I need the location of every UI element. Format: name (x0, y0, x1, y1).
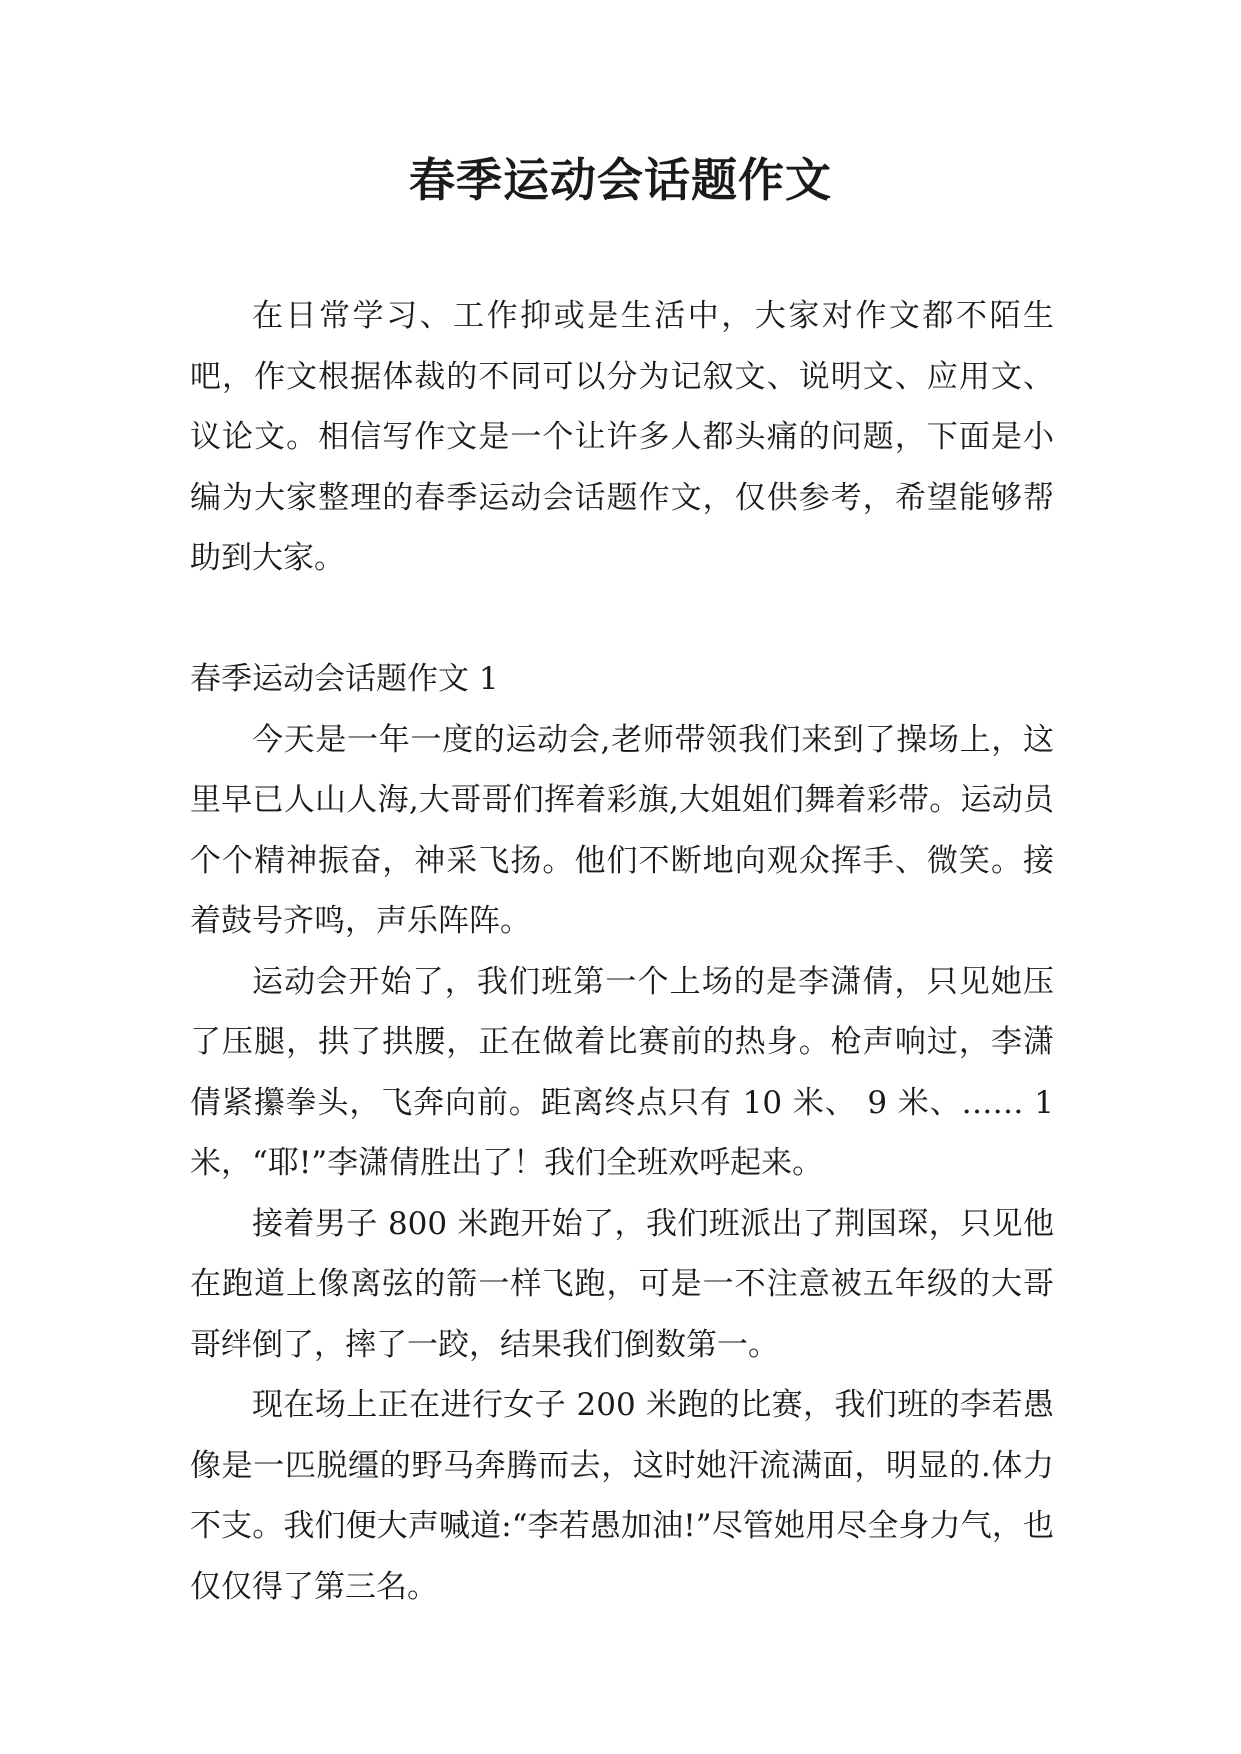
section-heading: 春季运动会话题作文 1 (190, 661, 499, 697)
document-title: 春季运动会话题作文 (409, 153, 832, 207)
body-paragraph-4: 现在场上正在进行女子 200 米跑的比赛，我们班的李若愚像是一匹脱缰的野马奔腾而去，这时她汗流满面，明显的.体力不支。我们便大声喊道:“李若愚加油!”尽管她用尽全身力气，也仅仅得了第三名。 (190, 1387, 1054, 1605)
body-paragraph-1: 今天是一年一度的运动会,老师带领我们来到了操场上，这里早已人山人海,大哥哥们挥着彩旗,大姐姐们舞着彩带。运动员个个精神振奋，神采飞扬。他们不断地向观众挥手、微笑。接着鼓号齐鸣，声乐阵阵。 (190, 721, 1054, 939)
body-paragraph-2: 运动会开始了，我们班第一个上场的是李潇倩，只见她压了压腿，拱了拱腰，正在做着比赛前的热身。枪声响过，李潇倩紧攥拳头，飞奔向前。距离终点只有 10 米、 9 米、…… 1 米，“耶!”李潇倩胜出了！我们全班欢呼起来。 (190, 963, 1054, 1181)
document-body (190, 286, 1054, 1617)
paragraph-gap (190, 589, 1054, 650)
body-paragraph-3: 接着男子 800 米跑开始了，我们班派出了荆国琛，只见他在跑道上像离弦的箭一样飞跑，可是一不注意被五年级的大哥哥绊倒了，摔了一跤，结果我们倒数第一。 (190, 1205, 1054, 1363)
intro-paragraph: 在日常学习、工作抑或是生活中，大家对作文都不陌生吧，作文根据体裁的不同可以分为记叙文、说明文、应用文、议论文。相信写作文是一个让许多人都头痛的问题，下面是小编为大家整理的春季运动会话题作文，仅供参考，希望能够帮助到大家。 (190, 298, 1054, 576)
